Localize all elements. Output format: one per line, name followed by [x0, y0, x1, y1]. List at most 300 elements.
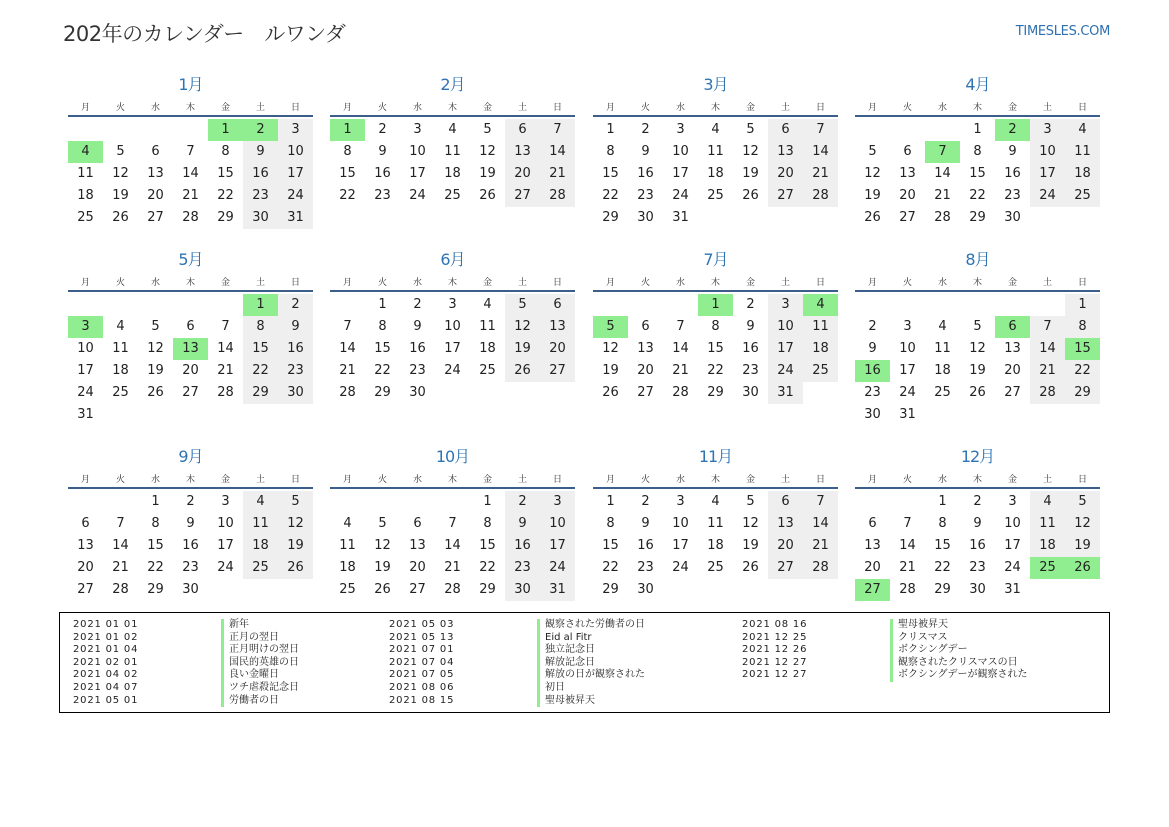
- empty-day-cell: [540, 382, 575, 404]
- day-cell: 22: [147, 560, 164, 575]
- week-row: [593, 141, 838, 163]
- day-cell: 30: [969, 582, 986, 597]
- day-cell: 7: [903, 516, 912, 531]
- weekday-header: 日: [552, 278, 562, 288]
- weekend-day-cell: 20: [768, 535, 803, 557]
- day-cell: 26: [602, 385, 619, 400]
- day-cell: 23: [1004, 188, 1021, 203]
- day-cell: 13: [147, 166, 164, 181]
- day-cell: 26: [147, 385, 164, 400]
- day-cell: 8: [151, 516, 160, 531]
- day-cell: 15: [479, 538, 496, 553]
- week-row: [593, 557, 838, 579]
- weekday-header-row: [855, 271, 1100, 292]
- day-cell: 2: [868, 319, 877, 334]
- weekend-day-cell: 28: [803, 557, 838, 579]
- week-row: [68, 382, 313, 404]
- weekday-header: 月: [867, 103, 877, 113]
- day-cell: 26: [969, 385, 986, 400]
- day-cell: 21: [672, 363, 689, 378]
- day-cell: 28: [182, 210, 199, 225]
- holiday-row: [729, 632, 1028, 645]
- weekend-day-cell: 25: [1065, 185, 1100, 207]
- empty-day-cell: [768, 207, 803, 229]
- site-logo[interactable]: TIMESLES.COM: [1015, 24, 1110, 39]
- weekend-day-cell: 28: [803, 185, 838, 207]
- empty-day-cell: [855, 119, 890, 141]
- holiday-column: [376, 619, 645, 707]
- week-row: [68, 513, 313, 535]
- empty-day-cell: [173, 404, 208, 426]
- day-cell: 8: [606, 144, 615, 159]
- weekend-day-cell: 21: [803, 163, 838, 185]
- empty-day-cell: [243, 579, 278, 601]
- day-cell: 18: [707, 166, 724, 181]
- weekend-day-cell: 11: [1030, 513, 1065, 535]
- day-cell: 8: [483, 516, 492, 531]
- holiday-day-cell: 26: [1065, 557, 1100, 579]
- weekend-day-cell: 18: [1030, 535, 1065, 557]
- holiday-name: 解放記念日: [537, 657, 595, 670]
- week-row: [68, 316, 313, 338]
- week-row: [593, 163, 838, 185]
- day-cell: 20: [864, 560, 881, 575]
- day-cell: 13: [77, 538, 94, 553]
- day-cell: 3: [1008, 494, 1017, 509]
- day-cell: 9: [641, 144, 650, 159]
- week-row: [330, 491, 575, 513]
- week-row: [593, 207, 838, 229]
- empty-day-cell: [173, 119, 208, 141]
- month-name: 10月: [435, 447, 470, 466]
- day-cell: 27: [77, 582, 94, 597]
- week-row: [593, 535, 838, 557]
- day-cell: 25: [479, 363, 496, 378]
- weekend-day-cell: 14: [803, 141, 838, 163]
- day-cell: 21: [934, 188, 951, 203]
- day-cell: 22: [339, 188, 356, 203]
- month-name: 3月: [703, 75, 728, 94]
- week-row: [855, 119, 1100, 141]
- day-cell: 18: [339, 560, 356, 575]
- empty-day-cell: [278, 404, 313, 426]
- weekend-day-cell: 21: [803, 535, 838, 557]
- empty-day-cell: [698, 579, 733, 601]
- day-cell: 16: [637, 166, 654, 181]
- weekday-header: 木: [185, 475, 195, 485]
- day-cell: 22: [969, 188, 986, 203]
- empty-day-cell: [103, 404, 138, 426]
- weekend-day-cell: 17: [1030, 163, 1065, 185]
- week-row: [330, 316, 575, 338]
- weekday-header: 土: [517, 103, 527, 113]
- holiday-row: [60, 632, 299, 645]
- day-cell: 10: [77, 341, 94, 356]
- holiday-day-cell: 4: [803, 294, 838, 316]
- holiday-date: 2021 08 16: [742, 619, 808, 630]
- day-cell: 23: [374, 188, 391, 203]
- empty-day-cell: [960, 404, 995, 426]
- weekday-header: 水: [412, 475, 422, 485]
- weekday-header: 金: [482, 278, 492, 288]
- week-row: [68, 185, 313, 207]
- holiday-date: 2021 12 25: [742, 631, 808, 643]
- day-cell: 21: [899, 560, 916, 575]
- holiday-name: ボクシングデー: [890, 644, 968, 657]
- weekday-header: 火: [640, 475, 650, 485]
- week-row: [593, 360, 838, 382]
- day-cell: 9: [413, 319, 422, 334]
- day-cell: 4: [483, 297, 492, 312]
- holiday-row: [60, 657, 299, 670]
- day-cell: 18: [479, 341, 496, 356]
- day-cell: 6: [81, 516, 90, 531]
- day-cell: 23: [637, 560, 654, 575]
- holiday-column: [60, 619, 299, 707]
- empty-day-cell: [925, 119, 960, 141]
- day-cell: 24: [672, 560, 689, 575]
- day-cell: 15: [147, 538, 164, 553]
- empty-day-cell: [138, 119, 173, 141]
- month-calendar: [330, 446, 575, 601]
- day-cell: 28: [899, 582, 916, 597]
- holiday-list: [59, 612, 1110, 713]
- day-cell: 29: [602, 582, 619, 597]
- weekend-day-cell: 24: [1030, 185, 1065, 207]
- day-cell: 12: [742, 516, 759, 531]
- empty-day-cell: [505, 382, 540, 404]
- day-cell: 19: [602, 363, 619, 378]
- week-row: [68, 557, 313, 579]
- holiday-date: 2021 12 27: [742, 669, 808, 681]
- weekday-header: 木: [447, 475, 457, 485]
- holiday-day-cell: 7: [925, 141, 960, 163]
- holiday-row: [376, 632, 645, 645]
- weekend-day-cell: 4: [1065, 119, 1100, 141]
- weekend-day-cell: 8: [1065, 316, 1100, 338]
- day-cell: 5: [973, 319, 982, 334]
- weekend-day-cell: 23: [505, 557, 540, 579]
- empty-day-cell: [1030, 404, 1065, 426]
- holiday-row: [729, 669, 1028, 682]
- day-cell: 29: [479, 582, 496, 597]
- weekday-header: 木: [447, 103, 457, 113]
- day-cell: 11: [934, 341, 951, 356]
- day-cell: 26: [742, 188, 759, 203]
- day-cell: 23: [864, 385, 881, 400]
- empty-day-cell: [330, 491, 365, 513]
- week-row: [330, 535, 575, 557]
- week-row: [68, 141, 313, 163]
- weekend-day-cell: 19: [1065, 535, 1100, 557]
- week-row: [330, 557, 575, 579]
- day-cell: 24: [899, 385, 916, 400]
- day-cell: 13: [1004, 341, 1021, 356]
- weekend-day-cell: 25: [243, 557, 278, 579]
- weekend-day-cell: 16: [505, 535, 540, 557]
- weekend-day-cell: 31: [540, 579, 575, 601]
- weekday-header: 火: [377, 278, 387, 288]
- weekday-header: 金: [745, 278, 755, 288]
- weekend-day-cell: 6: [540, 294, 575, 316]
- day-cell: 30: [637, 210, 654, 225]
- weekend-day-cell: 11: [243, 513, 278, 535]
- weekend-day-cell: 20: [505, 163, 540, 185]
- weekday-header: 金: [482, 475, 492, 485]
- day-cell: 9: [746, 319, 755, 334]
- day-cell: 8: [606, 516, 615, 531]
- day-cell: 15: [374, 341, 391, 356]
- weekend-day-cell: 12: [505, 316, 540, 338]
- day-cell: 12: [742, 144, 759, 159]
- weekday-header: 土: [255, 278, 265, 288]
- weekend-day-cell: 27: [768, 185, 803, 207]
- day-cell: 27: [182, 385, 199, 400]
- day-cell: 8: [973, 144, 982, 159]
- week-row: [855, 207, 1100, 229]
- day-cell: 23: [637, 188, 654, 203]
- day-cell: 16: [637, 538, 654, 553]
- day-cell: 14: [339, 341, 356, 356]
- day-cell: 21: [217, 363, 234, 378]
- day-cell: 15: [217, 166, 234, 181]
- empty-day-cell: [243, 404, 278, 426]
- day-cell: 26: [864, 210, 881, 225]
- day-cell: 27: [409, 582, 426, 597]
- day-cell: 19: [112, 188, 129, 203]
- day-cell: 22: [602, 560, 619, 575]
- weekend-day-cell: 11: [1065, 141, 1100, 163]
- day-cell: 11: [77, 166, 94, 181]
- week-row: [593, 579, 838, 601]
- weekday-header: 月: [605, 103, 615, 113]
- day-cell: 12: [147, 341, 164, 356]
- empty-day-cell: [400, 491, 435, 513]
- day-cell: 20: [899, 188, 916, 203]
- day-cell: 11: [444, 144, 461, 159]
- month-calendar: [330, 74, 575, 207]
- day-cell: 16: [1004, 166, 1021, 181]
- weekday-header: 日: [290, 278, 300, 288]
- weekday-header: 木: [710, 278, 720, 288]
- holiday-date: 2021 05 03: [389, 619, 455, 630]
- day-cell: 31: [1004, 582, 1021, 597]
- day-cell: 29: [374, 385, 391, 400]
- empty-day-cell: [733, 207, 768, 229]
- day-cell: 22: [602, 188, 619, 203]
- day-cell: 30: [409, 385, 426, 400]
- weekend-day-cell: 22: [243, 360, 278, 382]
- holiday-day-cell: 25: [1030, 557, 1065, 579]
- weekend-day-cell: 24: [278, 185, 313, 207]
- week-row: [593, 294, 838, 316]
- empty-day-cell: [698, 207, 733, 229]
- empty-day-cell: [1030, 207, 1065, 229]
- day-cell: 9: [186, 516, 195, 531]
- day-cell: 10: [409, 144, 426, 159]
- day-cell: 30: [182, 582, 199, 597]
- day-cell: 30: [742, 385, 759, 400]
- day-cell: 19: [969, 363, 986, 378]
- month-name: 12月: [960, 447, 995, 466]
- holiday-row: [376, 669, 645, 682]
- weekday-header: 木: [185, 278, 195, 288]
- week-row: [855, 557, 1100, 579]
- holiday-name: 観察されたクリスマスの日: [890, 657, 1018, 670]
- weekend-day-cell: 29: [1065, 382, 1100, 404]
- day-cell: 25: [707, 560, 724, 575]
- weekday-header: 火: [902, 475, 912, 485]
- weekend-day-cell: 1: [1065, 294, 1100, 316]
- day-cell: 6: [151, 144, 160, 159]
- holiday-date: 2021 12 26: [742, 644, 808, 656]
- weekday-header: 水: [937, 278, 947, 288]
- month-name: 6月: [440, 250, 465, 269]
- holiday-row: [376, 657, 645, 670]
- day-cell: 30: [1004, 210, 1021, 225]
- day-cell: 28: [444, 582, 461, 597]
- empty-day-cell: [995, 404, 1030, 426]
- holiday-row: [729, 619, 1028, 632]
- day-cell: 17: [899, 363, 916, 378]
- week-row: [330, 163, 575, 185]
- month-name: 8月: [965, 250, 990, 269]
- weekday-header: 火: [115, 103, 125, 113]
- weekend-day-cell: 20: [540, 338, 575, 360]
- day-cell: 31: [672, 210, 689, 225]
- weekday-header-row: [68, 96, 313, 117]
- empty-day-cell: [733, 579, 768, 601]
- day-cell: 13: [864, 538, 881, 553]
- day-cell: 17: [1004, 538, 1021, 553]
- day-cell: 18: [112, 363, 129, 378]
- weekday-header-row: [68, 271, 313, 292]
- day-cell: 28: [339, 385, 356, 400]
- weekend-day-cell: 21: [1030, 360, 1065, 382]
- holiday-name: 独立記念日: [537, 644, 595, 657]
- day-cell: 28: [112, 582, 129, 597]
- weekday-header: 金: [220, 475, 230, 485]
- weekend-day-cell: 5: [278, 491, 313, 513]
- empty-day-cell: [103, 119, 138, 141]
- empty-day-cell: [1065, 579, 1100, 601]
- holiday-name: クリスマス: [890, 632, 948, 645]
- holiday-day-cell: 1: [243, 294, 278, 316]
- weekend-day-cell: 27: [505, 185, 540, 207]
- weekend-day-cell: 13: [768, 141, 803, 163]
- day-cell: 24: [409, 188, 426, 203]
- day-cell: 20: [182, 363, 199, 378]
- empty-day-cell: [855, 491, 890, 513]
- day-cell: 11: [112, 341, 129, 356]
- empty-day-cell: [103, 294, 138, 316]
- weekday-header: 火: [902, 278, 912, 288]
- weekday-header: 木: [972, 278, 982, 288]
- weekend-day-cell: 13: [540, 316, 575, 338]
- day-cell: 12: [602, 341, 619, 356]
- day-cell: 3: [413, 122, 422, 137]
- day-cell: 8: [378, 319, 387, 334]
- day-cell: 26: [374, 582, 391, 597]
- weekday-header-row: [68, 468, 313, 489]
- empty-day-cell: [628, 294, 663, 316]
- week-row: [855, 294, 1100, 316]
- empty-day-cell: [1030, 579, 1065, 601]
- weekday-header: 月: [867, 278, 877, 288]
- weekend-day-cell: 12: [278, 513, 313, 535]
- weekday-header: 日: [552, 103, 562, 113]
- day-cell: 28: [934, 210, 951, 225]
- day-cell: 7: [676, 319, 685, 334]
- day-cell: 20: [1004, 363, 1021, 378]
- day-cell: 24: [217, 560, 234, 575]
- day-cell: 20: [637, 363, 654, 378]
- week-row: [855, 163, 1100, 185]
- holiday-date: 2021 07 04: [389, 656, 455, 668]
- weekday-header: 日: [290, 103, 300, 113]
- empty-day-cell: [68, 491, 103, 513]
- weekend-day-cell: 5: [1065, 491, 1100, 513]
- day-cell: 1: [151, 494, 160, 509]
- empty-day-cell: [208, 579, 243, 601]
- weekday-header: 木: [185, 103, 195, 113]
- empty-day-cell: [68, 119, 103, 141]
- day-cell: 28: [672, 385, 689, 400]
- holiday-day-cell: 1: [698, 294, 733, 316]
- weekend-day-cell: 22: [1065, 360, 1100, 382]
- weekend-day-cell: 28: [540, 185, 575, 207]
- day-cell: 19: [864, 188, 881, 203]
- weekday-header: 土: [1042, 103, 1052, 113]
- weekday-header: 月: [342, 475, 352, 485]
- weekend-day-cell: 19: [278, 535, 313, 557]
- page-title: 202年のカレンダー ルワンダ: [63, 22, 346, 46]
- day-cell: 21: [444, 560, 461, 575]
- day-cell: 18: [707, 538, 724, 553]
- day-cell: 29: [707, 385, 724, 400]
- day-cell: 5: [746, 494, 755, 509]
- day-cell: 4: [711, 122, 720, 137]
- day-cell: 4: [938, 319, 947, 334]
- day-cell: 18: [77, 188, 94, 203]
- week-row: [68, 294, 313, 316]
- weekend-day-cell: 16: [278, 338, 313, 360]
- empty-day-cell: [435, 491, 470, 513]
- day-cell: 25: [339, 582, 356, 597]
- weekend-day-cell: 25: [803, 360, 838, 382]
- day-cell: 5: [868, 144, 877, 159]
- empty-day-cell: [208, 404, 243, 426]
- weekend-day-cell: 6: [505, 119, 540, 141]
- day-cell: 1: [378, 297, 387, 312]
- day-cell: 19: [374, 560, 391, 575]
- day-cell: 15: [707, 341, 724, 356]
- holiday-day-cell: 27: [855, 579, 890, 601]
- day-cell: 25: [112, 385, 129, 400]
- day-cell: 1: [938, 494, 947, 509]
- day-cell: 20: [409, 560, 426, 575]
- day-cell: 15: [969, 166, 986, 181]
- day-cell: 17: [672, 538, 689, 553]
- weekday-header: 月: [80, 278, 90, 288]
- weekday-header: 火: [115, 475, 125, 485]
- day-cell: 3: [221, 494, 230, 509]
- holiday-date: 2021 01 01: [73, 619, 139, 630]
- week-row: [593, 185, 838, 207]
- weekend-day-cell: 9: [505, 513, 540, 535]
- weekday-header: 土: [780, 103, 790, 113]
- empty-day-cell: [470, 382, 505, 404]
